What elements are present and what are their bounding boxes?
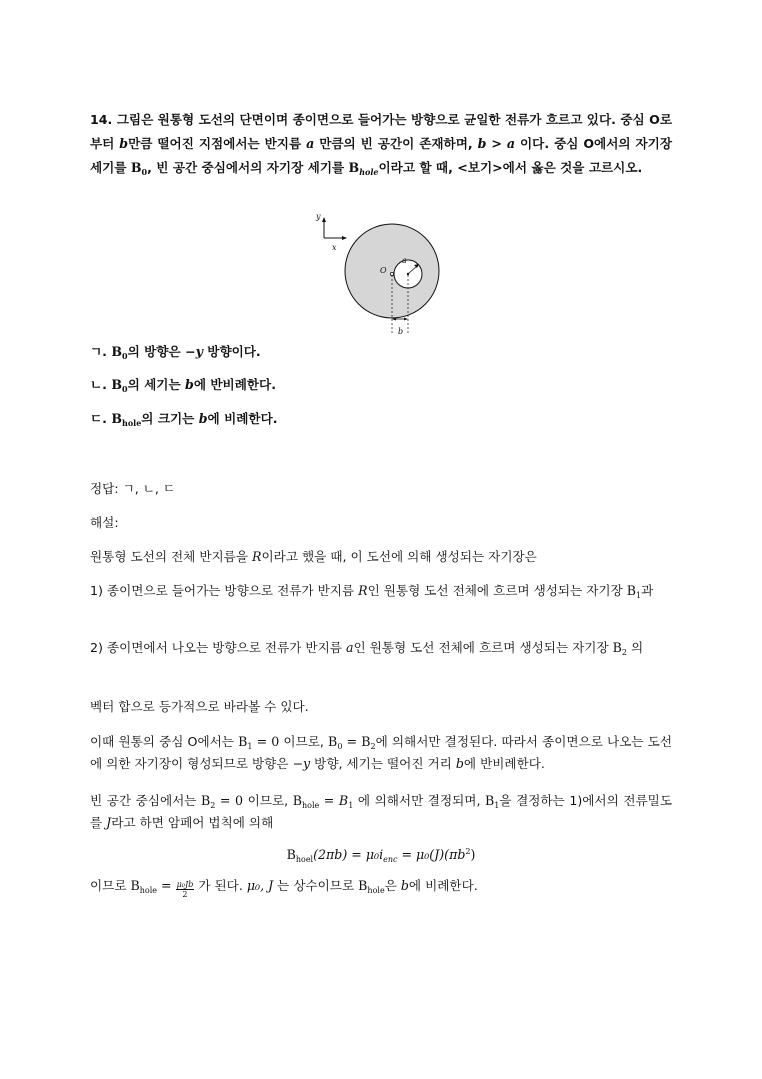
explanation-paragraph-center: 이때 원통의 중심 O에서는 $B_1 = 0$ 이므로, $B_0 = B_2$에 의해서만 결정된다. 따라서 종이면으로 나오는 도선에 의한 자기장이 형성되므로 방향은 −y 방향, 세기는 떨어진 거리 b에 반비례한다. [90,734,672,771]
explanation-paragraph-hole: 빈 공간 중심에서는 $B_2 = 0$ 이므로, $B_{hole} = B_1$ 에 의해서만 결정되며, $B_1$을 결정하는 1)에서의 전류밀도를 J라고 하면 암페어 법칙에 의해 [90,793,672,830]
explanation-conclusion: 이므로 $B_{hole}$ = $\frac{\text{μ₀Jb}}{2}$ 가 된다. μ₀, J 는 상수이므로 $B_{hole}$은 b에 비례한다. [90,878,478,899]
explanation-sentence-2: 벡터 합으로 등가적으로 바라볼 수 있다. [90,699,309,714]
ampere-law-equation: $B_{hoel}(2\pi b) = \mu_0i_{enc} = \mu_0(J)(\pi b^2)$ [286,847,476,864]
explanation-item-2: 2) 종이면에서 나오는 방향으로 전류가 반지름 a인 원통형 도선 전체에 흐르며 생성되는 자기장 $B_2$ 의 [90,640,644,657]
explanation-sentence-1: 원통형 도선의 전체 반지름을 R이라고 했을 때, 이 도선에 의해 생성되는 자기장은 [90,549,537,564]
center-label: O [380,266,387,275]
option-1: ㄱ. $B_0$의 방향은 −y 방향이다. [90,344,261,361]
distance-label: b [398,327,404,336]
option-2: ㄴ. $B_0$의 세기는 b에 반비례한다. [90,377,276,394]
x-axis-label: x [332,243,337,252]
hole-radius-label: a [402,256,407,265]
option-3: ㄷ. $B_{hole}$의 크기는 b에 비례한다. [90,411,278,428]
question-number: 14. [90,112,113,127]
answer-value: ㄱ, ㄴ, ㄷ [122,481,176,496]
question-text: 14. 그림은 원통형 도선의 단면이며 종이면으로 들어가는 방향으로 균일한 전류가 흐르고 있다. 중심 O로부터 b만큼 떨어진 지점에서는 반지름 a 만큼의 빈 공간이 존재하며, b > a 이다. 중심 O에서의 자기장 세기를 $B_0$, 빈 공간 중심에서의 자기장 세기를 $B_{hole}$이라고 할 때, <보기>에서 옳은 것을 고르시오. [90,112,672,177]
explanation-item-1: 1) 종이면으로 들어가는 방향으로 전류가 반지름 R인 원통형 도선 전체에 흐르며 생성되는 자기장 $B_1$과 [90,583,654,600]
answer-line: 정답: ㄱ, ㄴ, ㄷ [90,481,176,496]
explanation-label: 해설: [90,515,119,530]
fraction: $\frac{\text{μ₀Jb}}{2}$ [176,880,194,899]
cylinder-cross-section-figure [318,205,434,340]
y-axis-label: y [316,212,321,221]
